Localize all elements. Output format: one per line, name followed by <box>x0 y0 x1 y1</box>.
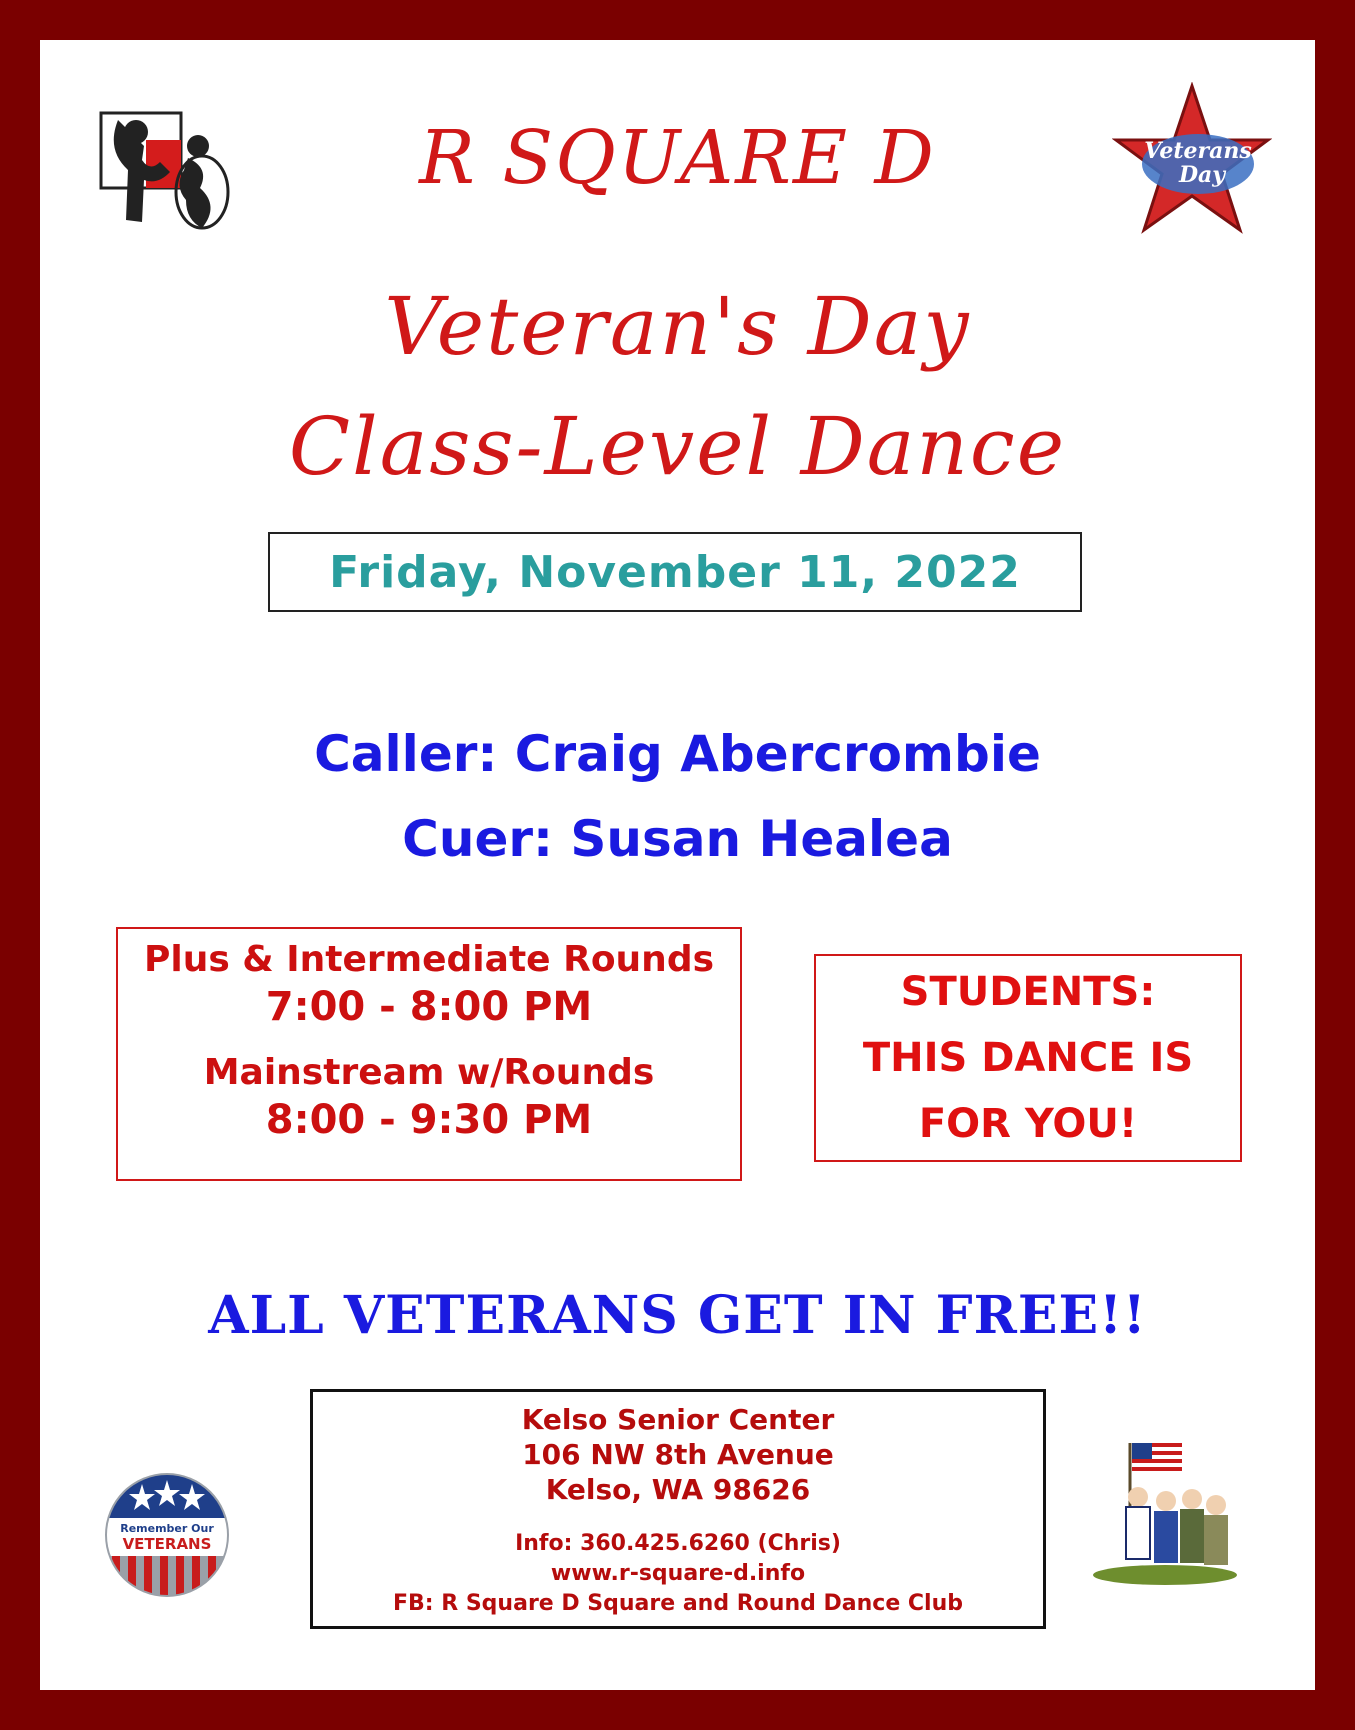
veterans-free-notice: ALL VETERANS GET IN FREE!! <box>208 1285 1147 1346</box>
facebook-info: FB: R Square D Square and Round Dance Club <box>392 1591 964 1616</box>
schedule-time-1: 7:00 - 8:00 PM <box>265 984 593 1030</box>
event-date: Friday, November 11, 2022 <box>268 532 1082 612</box>
website-link[interactable]: www.r-square-d.info <box>550 1561 806 1586</box>
venue-name: Kelso Senior Center <box>521 1403 835 1436</box>
cuer-line: Cuer: Susan Healea <box>402 810 953 868</box>
schedule-box <box>116 927 742 1181</box>
venue-street: 106 NW 8th Avenue <box>522 1438 834 1471</box>
remember-veterans-badge-icon <box>102 1470 232 1600</box>
club-title: R SQUARE D <box>419 115 936 201</box>
venue-info-box <box>310 1389 1046 1629</box>
caller-line: Caller: Craig Abercrombie <box>314 725 1041 783</box>
students-notice-line1: STUDENTS: <box>900 969 1156 1015</box>
soldiers-flag-icon <box>1090 1435 1240 1590</box>
button-badge-text-2: VETERANS <box>122 1535 212 1553</box>
students-notice-box <box>814 954 1242 1162</box>
button-badge-text-1: Remember Our <box>120 1522 214 1535</box>
venue-city: Kelso, WA 98626 <box>545 1473 811 1506</box>
event-title-line2: Class-Level Dance <box>288 400 1067 493</box>
schedule-name-2: Mainstream w/Rounds <box>203 1052 655 1093</box>
contact-info: Info: 360.425.6260 (Chris) <box>515 1531 841 1556</box>
star-badge-text-2: Day <box>1178 162 1226 188</box>
star-badge-text-1: Veterans <box>1144 138 1252 164</box>
schedule-time-2: 8:00 - 9:30 PM <box>265 1097 593 1143</box>
event-title-line1: Veteran's Day <box>384 280 971 373</box>
students-notice-line2: THIS DANCE IS <box>862 1035 1194 1081</box>
students-notice-line3: FOR YOU! <box>918 1101 1138 1147</box>
flyer-page <box>40 40 1315 1690</box>
schedule-name-1: Plus & Intermediate Rounds <box>143 939 715 980</box>
